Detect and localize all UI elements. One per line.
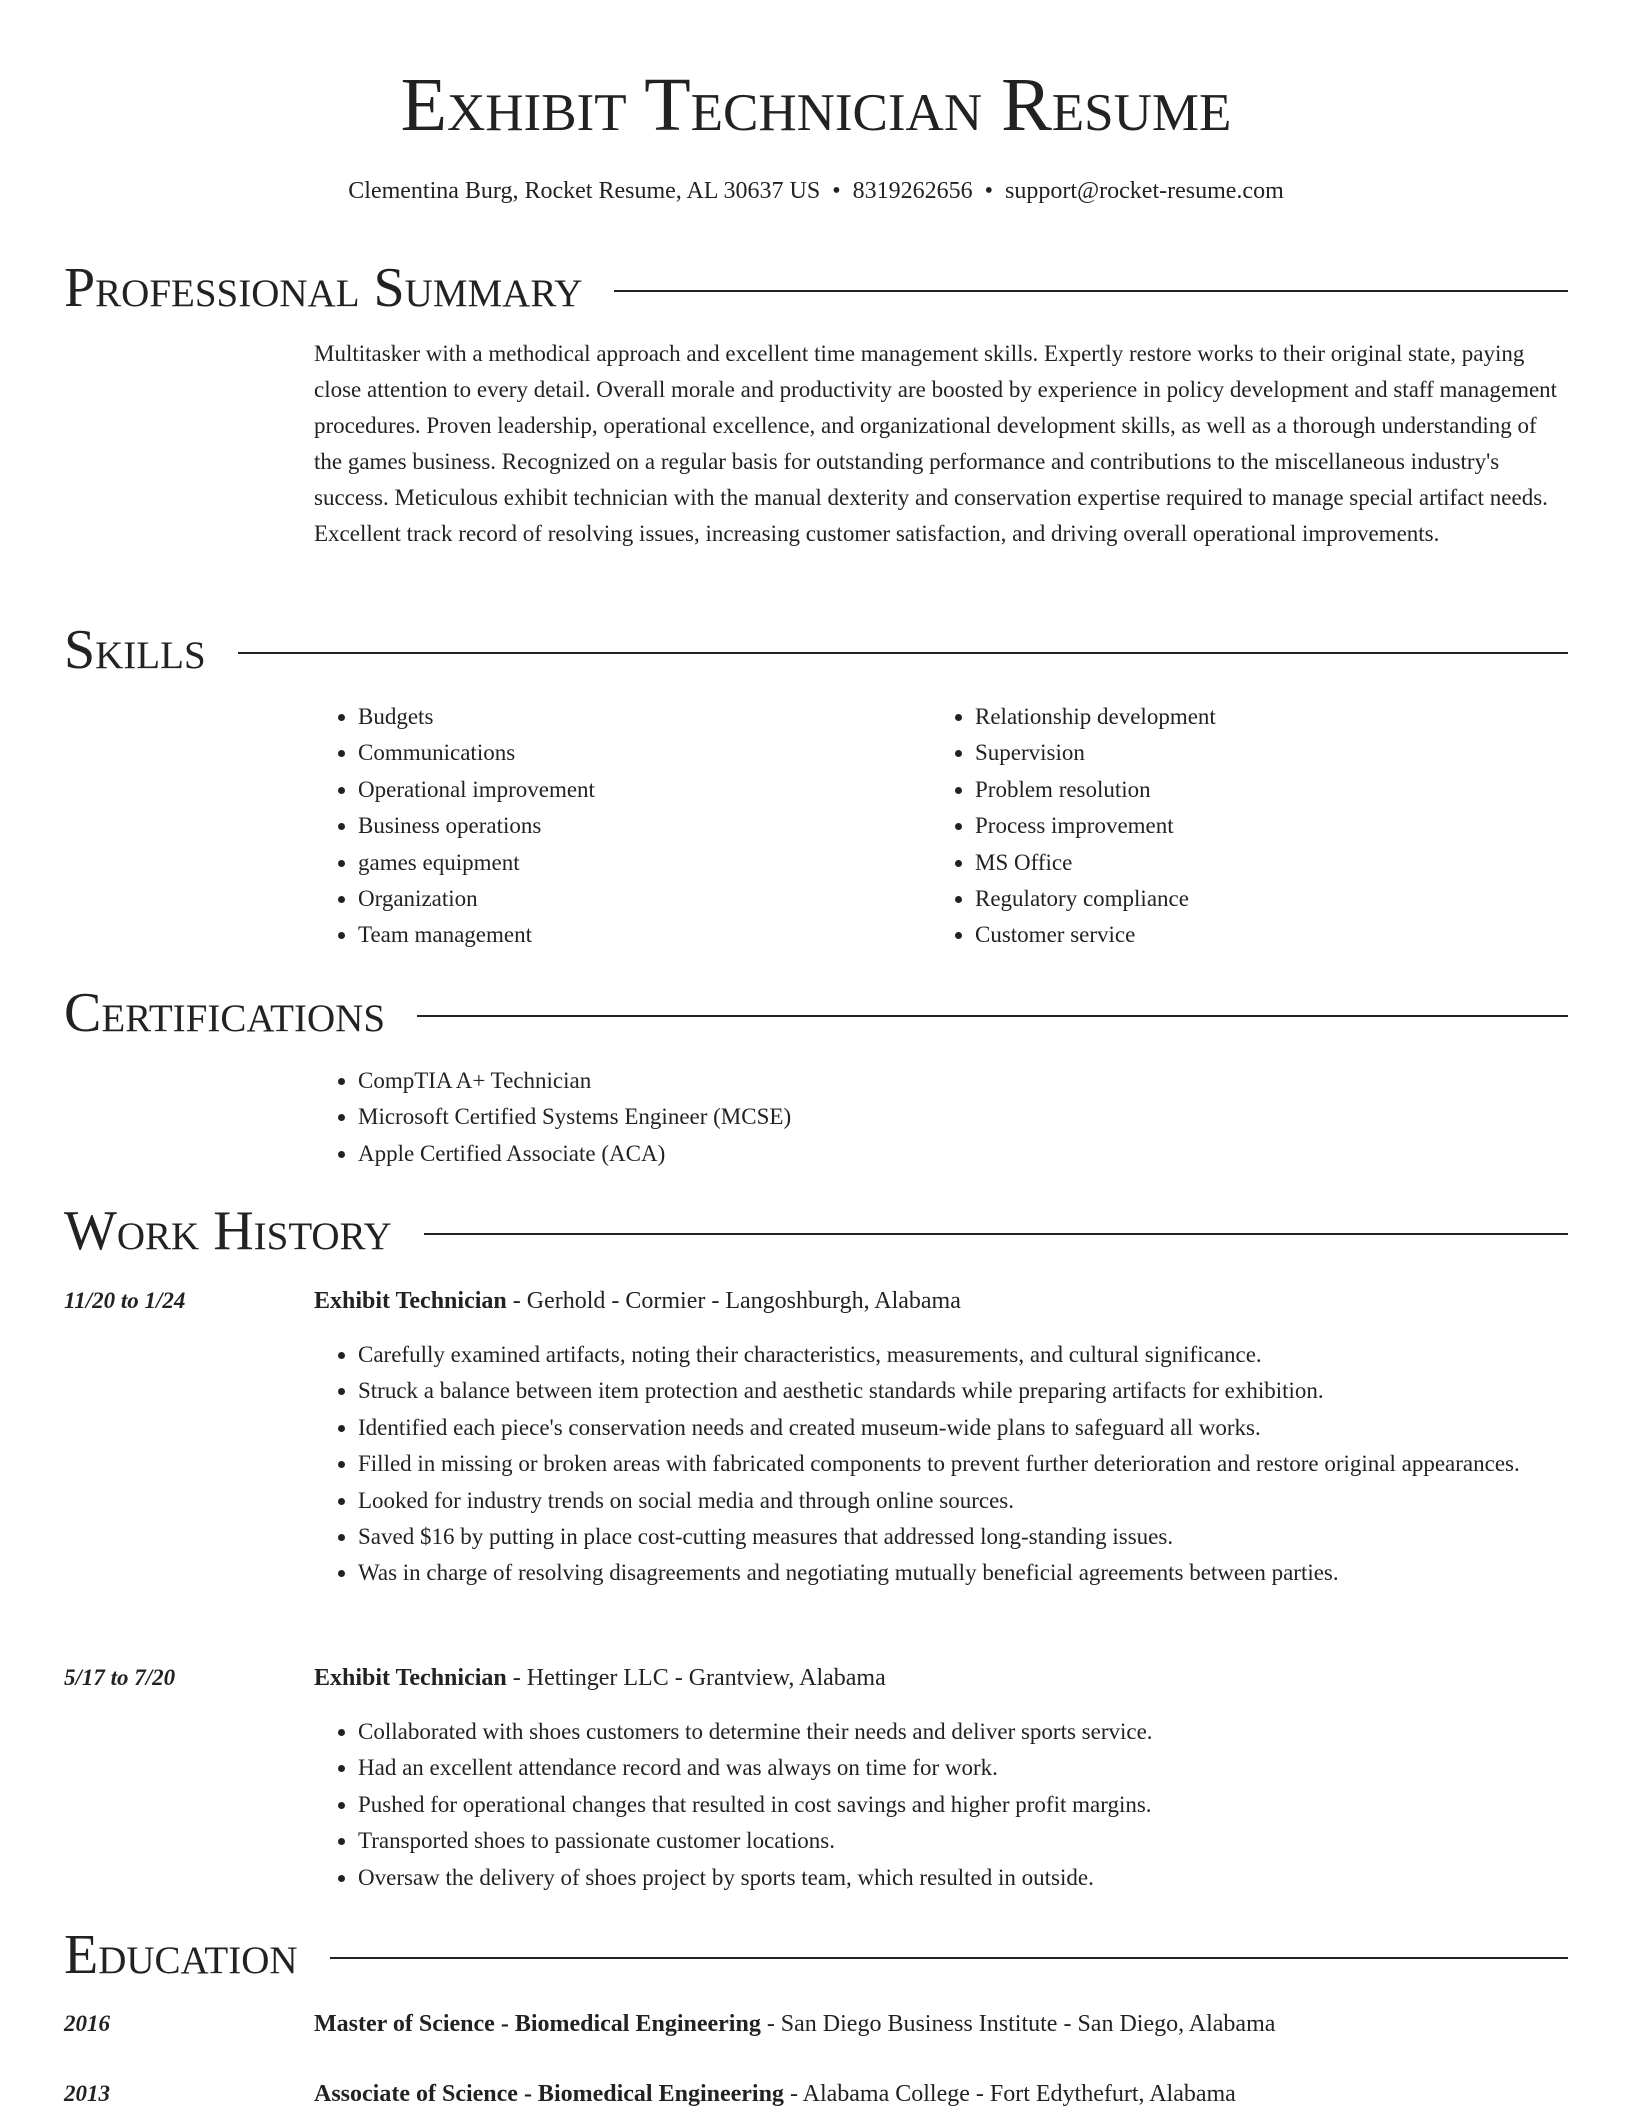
section-divider (614, 290, 1568, 292)
contact-email[interactable]: support@rocket-resume.com (1005, 178, 1284, 204)
education-entry (64, 2006, 1568, 2042)
skills-column-left (314, 699, 931, 954)
job-duties (314, 1714, 1568, 1896)
education-entry (64, 2076, 1568, 2112)
certifications-list (314, 1063, 1568, 1172)
skill-item: • Problem resolution (975, 772, 1548, 808)
job-dates: 5/17 to 7/20 (64, 1665, 176, 1690)
education-school-location: - San Diego Business Institute - San Diego, Alabama (760, 2011, 1276, 2037)
job-duty-item: • Oversaw the delivery of shoes project by sports team, which resulted in outside. (358, 1860, 1568, 1896)
job-duties (314, 1337, 1568, 1592)
contact-line (0, 174, 1632, 208)
skill-item: • Business operations (358, 808, 931, 844)
education-year: 2013 (64, 2081, 110, 2106)
skill-item: • Team management (358, 917, 931, 953)
skill-item: • Organization (358, 881, 931, 917)
work-history-section-header (64, 1201, 1568, 1261)
certifications-heading: Certifications (64, 982, 386, 1044)
job-duty-item: • Filled in missing or broken areas with fabricated components to prevent further deterioration and restore original appearances. (358, 1446, 1568, 1482)
skill-item: • Customer service (975, 917, 1548, 953)
contact-separator: • (984, 178, 994, 204)
job-duty-item: • Collaborated with shoes customers to determine their needs and deliver sports service. (358, 1714, 1568, 1750)
skill-item: • games equipment (358, 845, 931, 881)
job-title-line (314, 1283, 961, 1319)
education-year: 2016 (64, 2011, 110, 2036)
summary-heading: Professional Summary (64, 257, 583, 319)
job-entry (64, 1283, 1568, 1613)
section-divider (238, 652, 1568, 654)
summary-text: Multitasker with a methodical approach and excellent time management skills. Expertly restore works to their original state, paying close attention to every detail. Overall morale and productivity are boosted by experience in policy development and staff management procedures. Proven leadership, operational excellence, and organizational development skills, as well as a thorough understanding of the games business. Recognized on a regular basis for outstanding performance and contributions to the miscellaneous industry's success. Meticulous exhibit technician with the manual dexterity and conservation expertise required to manage special artifact needs. Excellent track record of resolving issues, increasing customer satisfaction, and driving overall operational improvements. (314, 341, 1558, 546)
skill-item: • Communications (358, 735, 931, 771)
education-title-line (314, 2006, 1275, 2042)
job-duty-item: • Had an excellent attendance record and was always on time for work. (358, 1750, 1568, 1786)
job-title: Exhibit Technician (314, 1288, 507, 1314)
job-dates: 11/20 to 1/24 (64, 1288, 186, 1313)
summary-section-header (64, 258, 1568, 318)
skill-item: • Relationship development (975, 699, 1548, 735)
skills-grid (314, 699, 1568, 954)
job-duty-item: • Looked for industry trends on social media and through online sources. (358, 1483, 1568, 1519)
job-duty-item: • Struck a balance between item protection and aesthetic standards while preparing artifacts for exhibition. (358, 1373, 1568, 1409)
job-duty-item: • Carefully examined artifacts, noting their characteristics, measurements, and cultural significance. (358, 1337, 1568, 1373)
job-employer-location: - Hettinger LLC - Grantview, Alabama (506, 1665, 886, 1691)
skills-heading: Skills (64, 619, 206, 681)
contact-address: Clementina Burg, Rocket Resume, AL 30637 US (348, 178, 821, 204)
skill-item: • Budgets (358, 699, 931, 735)
education-title-line (314, 2076, 1236, 2112)
work-history-heading: Work History (64, 1200, 392, 1262)
education-heading: Education (64, 1924, 298, 1986)
skills-section-header (64, 620, 1568, 680)
contact-separator: • (832, 178, 841, 204)
job-entry (64, 1660, 1568, 1910)
education-degree: Master of Science - Biomedical Engineering (314, 2011, 761, 2037)
job-duty-item: • Saved $16 by putting in place cost-cutting measures that addressed long-standing issues. (358, 1519, 1568, 1555)
certification-item: • CompTIA A+ Technician (358, 1063, 1568, 1099)
skill-item: • Supervision (975, 735, 1548, 771)
section-divider (330, 1957, 1568, 1959)
job-title: Exhibit Technician (314, 1665, 507, 1691)
section-divider (417, 1015, 1568, 1017)
certification-item: • Apple Certified Associate (ACA) (358, 1136, 1568, 1172)
job-duty-item: • Identified each piece's conservation needs and created museum-wide plans to safeguard all works. (358, 1410, 1568, 1446)
skill-item: • Regulatory compliance (975, 881, 1548, 917)
certification-item: • Microsoft Certified Systems Engineer (MCSE) (358, 1099, 1568, 1135)
job-duty-item: • Transported shoes to passionate customer locations. (358, 1823, 1568, 1859)
skill-item: • MS Office (975, 845, 1548, 881)
skill-item: • Operational improvement (358, 772, 931, 808)
education-section-header (64, 1925, 1568, 1985)
job-title-line (314, 1660, 886, 1696)
job-employer-location: - Gerhold - Cormier - Langoshburgh, Alabama (506, 1288, 961, 1314)
job-duty-item: • Was in charge of resolving disagreements and negotiating mutually beneficial agreements between parties. (358, 1555, 1568, 1591)
section-divider (424, 1233, 1568, 1235)
certifications-section-header (64, 983, 1568, 1043)
skills-column-right (931, 699, 1548, 954)
skill-item: • Process improvement (975, 808, 1548, 844)
contact-phone: 8319262656 (852, 178, 973, 204)
education-school-location: - Alabama College - Fort Edythefurt, Alabama (783, 2081, 1236, 2107)
job-duty-item: • Pushed for operational changes that resulted in cost savings and higher profit margins. (358, 1787, 1568, 1823)
education-degree: Associate of Science - Biomedical Engineering (314, 2081, 784, 2107)
resume-title: Exhibit Technician Resume (400, 63, 1232, 147)
